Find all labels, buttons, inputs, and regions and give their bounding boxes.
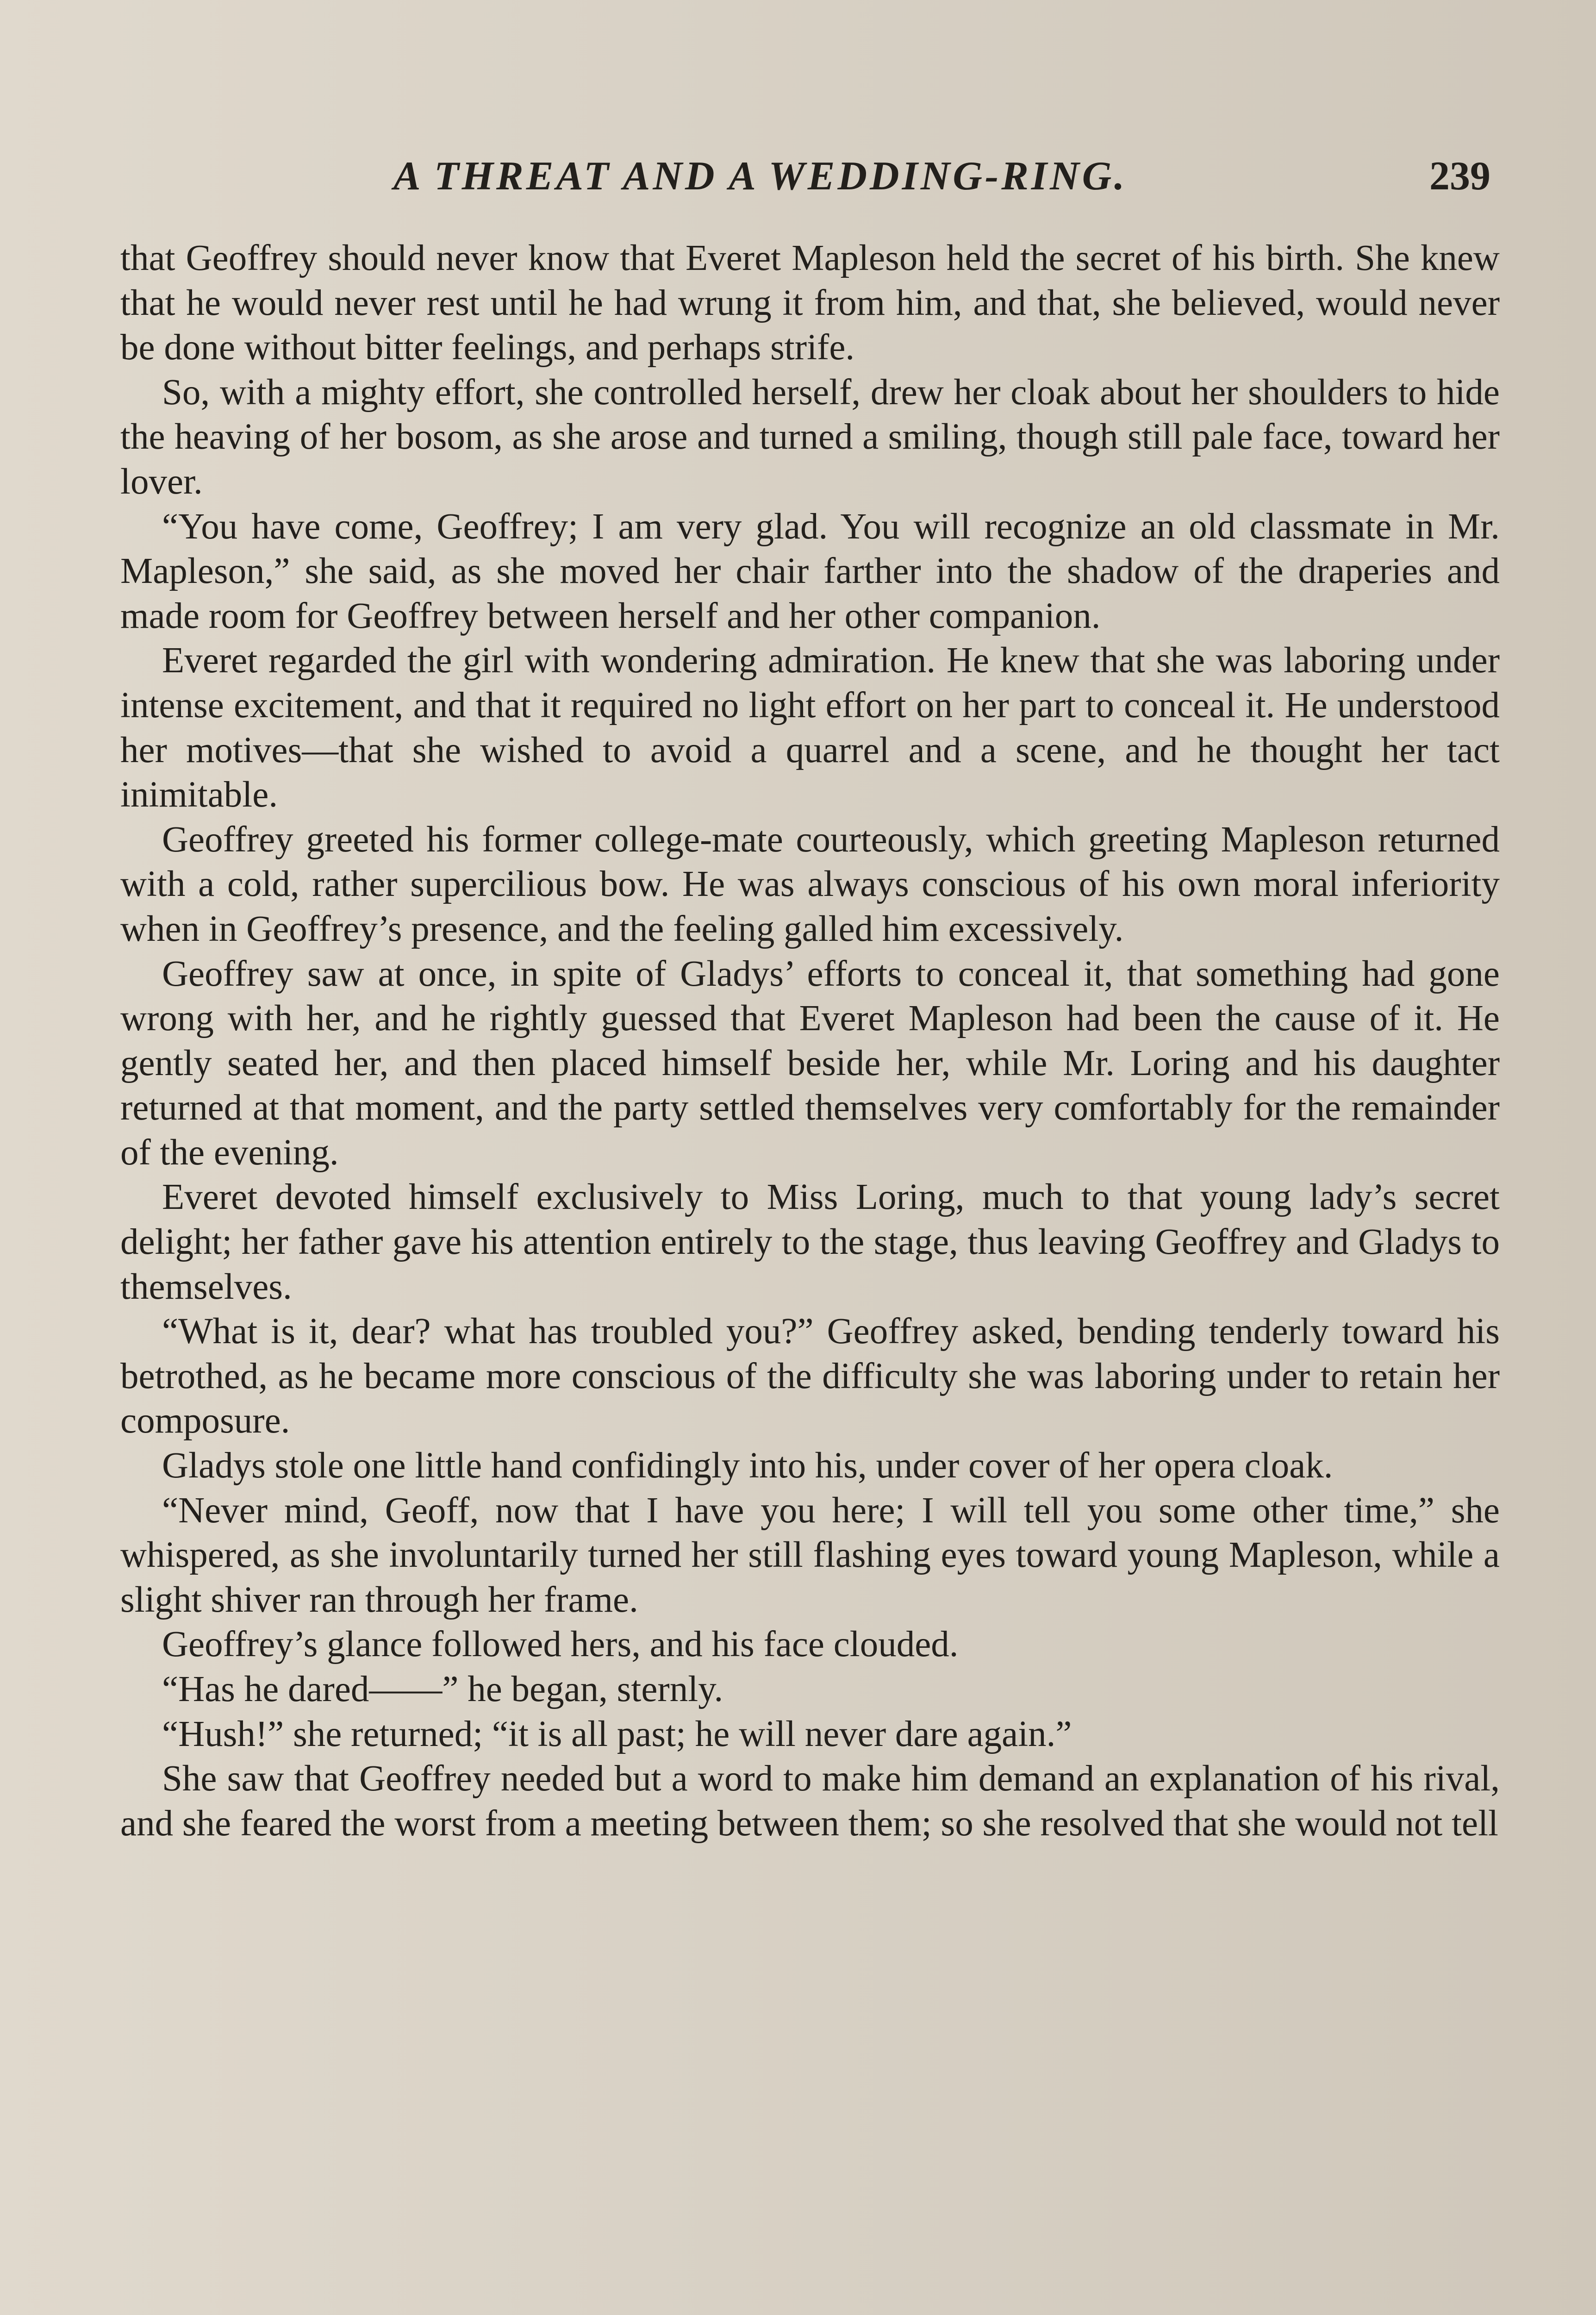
paragraph: “Never mind, Geoff, now that I have you here; I will tell you some other time,” she whispered, as she involuntarily turned her still flashing eyes toward young Mapleson, while a slight shiver ran through her frame. (120, 1490, 1500, 1620)
paragraph: Geoffrey saw at once, in spite of Gladys’ efforts to conceal it, that something had gone wrong with her, and he rightly guessed that Everet Mapleson had been the cause of it. He gently seated her, and then placed himself beside her, while Mr. Loring and his daughter returned at that moment, and the party settled themselves very comfortably for the remainder of the evening. (120, 953, 1500, 1173)
page-number: 239 (1429, 154, 1490, 199)
paragraph: Geoffrey greeted his former college-mate courteously, which greeting Mapleson returned with a cold, rather supercilious bow. He was always conscious of his own moral inferiority when in Geoffrey’s presence, and the feeling galled him excessively. (120, 819, 1500, 949)
paragraph: “What is it, dear? what has troubled you?” Geoffrey asked, bending tenderly toward his betrothed, as he became more conscious of the difficulty she was laboring under to retain her composure. (120, 1311, 1500, 1441)
running-title: A THREAT AND A WEDDING-RING. (393, 154, 1128, 199)
paragraph: Gladys stole one little hand confidingly into his, under cover of her opera cloak. (162, 1445, 1333, 1486)
paragraph: “You have come, Geoffrey; I am very glad. You will recognize an old classmate in Mr. Mapleson,” she said, as she moved her chair farther into the shadow of the draperies and made room for Geoffrey between herself and her other companion. (120, 506, 1500, 636)
text-body (120, 236, 1500, 1846)
paragraph: “Has he dared——” he began, sternly. (162, 1669, 723, 1709)
paragraph: Everet regarded the girl with wondering admiration. He knew that she was laboring under intense excitement, and that it required no light effort on her part to conceal it. He understood her motives—that she wished to avoid a quarrel and a scene, and he thought her tact inimitable. (120, 640, 1500, 815)
book-page (93, 139, 1500, 2315)
paragraph: So, with a mighty effort, she controlled herself, drew her cloak about her shoulders to hide the heaving of her bosom, as she arose and turned a smiling, though still pale face, toward her lover. (120, 372, 1500, 502)
paragraph: Everet devoted himself exclusively to Miss Loring, much to that young lady’s secret delight; her father gave his attention entirely to the stage, thus leaving Geoffrey and Gladys to themselves. (120, 1177, 1500, 1307)
paragraph: “Hush!” she returned; “it is all past; he will never dare again.” (162, 1714, 1072, 1754)
page-header (93, 139, 1490, 213)
paragraph: Geoffrey’s glance followed hers, and his face clouded. (162, 1624, 959, 1665)
paragraph: She saw that Geoffrey needed but a word to make him demand an explanation of his rival, and she feared the worst from a meeting between them; so she resolved that she would not tell (120, 1758, 1500, 1844)
paragraph: that Geoffrey should never know that Everet Mapleson held the secret of his birth. She knew that he would never rest until he had wrung it from him, and that, she believed, would never be done without bitter feelings, and perhaps strife. (120, 238, 1500, 368)
